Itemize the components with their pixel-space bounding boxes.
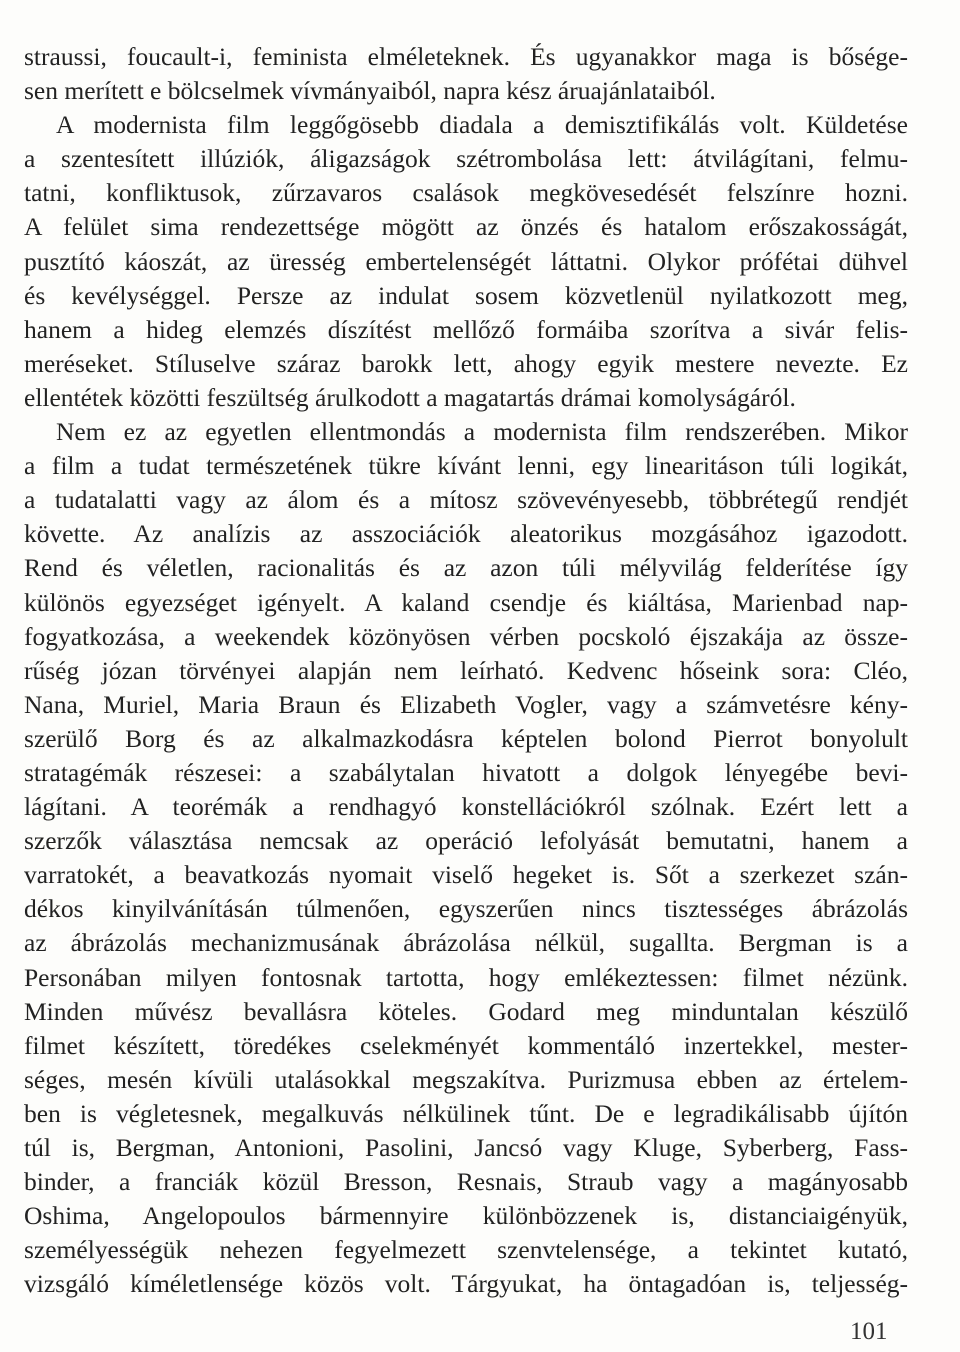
text-line: varratokét, a beavatkozás nyomait viselő hegeket is. Sőt a szerkezet szán- [24,860,908,890]
text-line: binder, a franciák közül Bresson, Resnais, Straub vagy a magányosabb [24,1167,908,1197]
body-text [24,40,908,1301]
text-line: A felület sima rendezettsége mögött az önzés és hatalom erőszakosságát, [24,212,908,242]
text-line: rűség józan törvényei alapján nem leírható. Kedvenc hőseink sora: Cléo, [24,655,908,685]
text-line: fogyatkozása, a weekendek közönyösen vérben pocskoló éjszakája az össze- [24,621,908,651]
text-line: a film a tudat természetének tükre kívánt lenni, egy linearitáson túli logikát, [24,451,908,481]
text-line: sen merített e bölcselmek vívmányaiból, napra kész áruajánlataiból. [24,76,716,106]
text-line: Personában milyen fontosnak tartotta, hogy emlékeztessen: filmet nézünk. [24,962,908,992]
text-line: Nem ez az egyetlen ellentmondás a modernista film rendszerében. Mikor [56,417,908,447]
page-number: 101 [850,1318,888,1345]
text-line: séges, mesén kívüli utalásokkal megszakítva. Purizmusa ebben az értelem- [24,1064,908,1094]
text-line: a tudatalatti vagy az álom és a mítosz szövevényesebb, többrétegű rendjét [24,485,908,515]
text-line: szerülő Borg és az alkalmazkodásra képtelen bolond Pierrot bonyolult [24,723,908,753]
text-line: Minden művész bevallásra köteles. Godard meg minduntalan készülő [24,996,908,1026]
text-line: Nana, Muriel, Maria Braun és Elizabeth Vogler, vagy a számvetésre kény- [24,689,908,719]
text-line: túl is, Bergman, Antonioni, Pasolini, Jancsó vagy Kluge, Syberberg, Fass- [24,1133,908,1162]
text-line: pusztító káoszát, az üresség embertelenségét láttatni. Olykor prófétai dühvel [24,246,908,276]
text-line: lágítani. A teorémák a rendhagyó konstellációkról szólnak. Ezért lett a [24,792,908,822]
text-line: ellentétek közötti feszültség árulkodott a magatartás drámai komolyságáról. [24,382,796,412]
text-line: stratagémák részesei: a szabálytalan hivatott a dolgok lényegébe bevi- [24,757,908,787]
text-line: ben is végletesnek, megalkuvás nélkülinek tűnt. De e legradikálisabb újítón [24,1098,908,1128]
text-line: meréseket. Stíluselve száraz barokk lett, ahogy egyik mestere nevezte. Ez [24,348,908,378]
text-line: és kevélységgel. Persze az indulat sosem közvetlenül nyilatkozott meg, [24,280,908,310]
text-line: követte. Az analízis az asszociációk aleatorikus mozgásához igazodott. [24,519,908,549]
text-line: A modernista film leggőgösebb diadala a demisztifikálás volt. Küldetése [56,110,908,140]
text-line: straussi, foucault-i, feminista elméleteknek. És ugyanakkor maga is bősége- [24,42,908,71]
text-line: tatni, konfliktusok, zűrzavaros csalások megkövesedését felszínre hozni. [24,178,908,208]
text-line: hanem a hideg elemzés díszítést mellőző formáiba szorítva a sivár felis- [24,314,908,344]
text-line: szerzők választása nemcsak az operáció lefolyását bemutatni, hanem a [24,826,908,856]
text-line: személyességük nehezen fegyelmezett szenvtelensége, a tekintet kutató, [24,1235,908,1265]
text-line: Oshima, Angelopoulos bármennyire különbözzenek is, distanciaigényük, [24,1201,908,1231]
text-line: filmet készített, töredékes cselekményét kommentáló inzertekkel, mester- [24,1030,908,1060]
text-line: Rend és véletlen, racionalitás és az azon túli mélyvilág felderítése így [24,553,908,583]
text-line: különös egyezséget igényelt. A kaland csendje és kiáltása, Marienbad nap- [24,587,908,617]
text-line: vizsgáló kíméletlensége közös volt. Tárgyukat, ha öntagadóan is, teljesség- [24,1269,908,1299]
text-line: dékos kinyilvánításán túlmenően, egyszerűen nincs tisztességes ábrázolás [24,894,908,924]
text-line: az ábrázolás mechanizmusának ábrázolása nélkül, sugallta. Bergman is a [24,928,908,958]
text-line: a szentesített illúziók, áligazságok szétrombolása lett: átvilágítani, felmu- [24,144,908,174]
